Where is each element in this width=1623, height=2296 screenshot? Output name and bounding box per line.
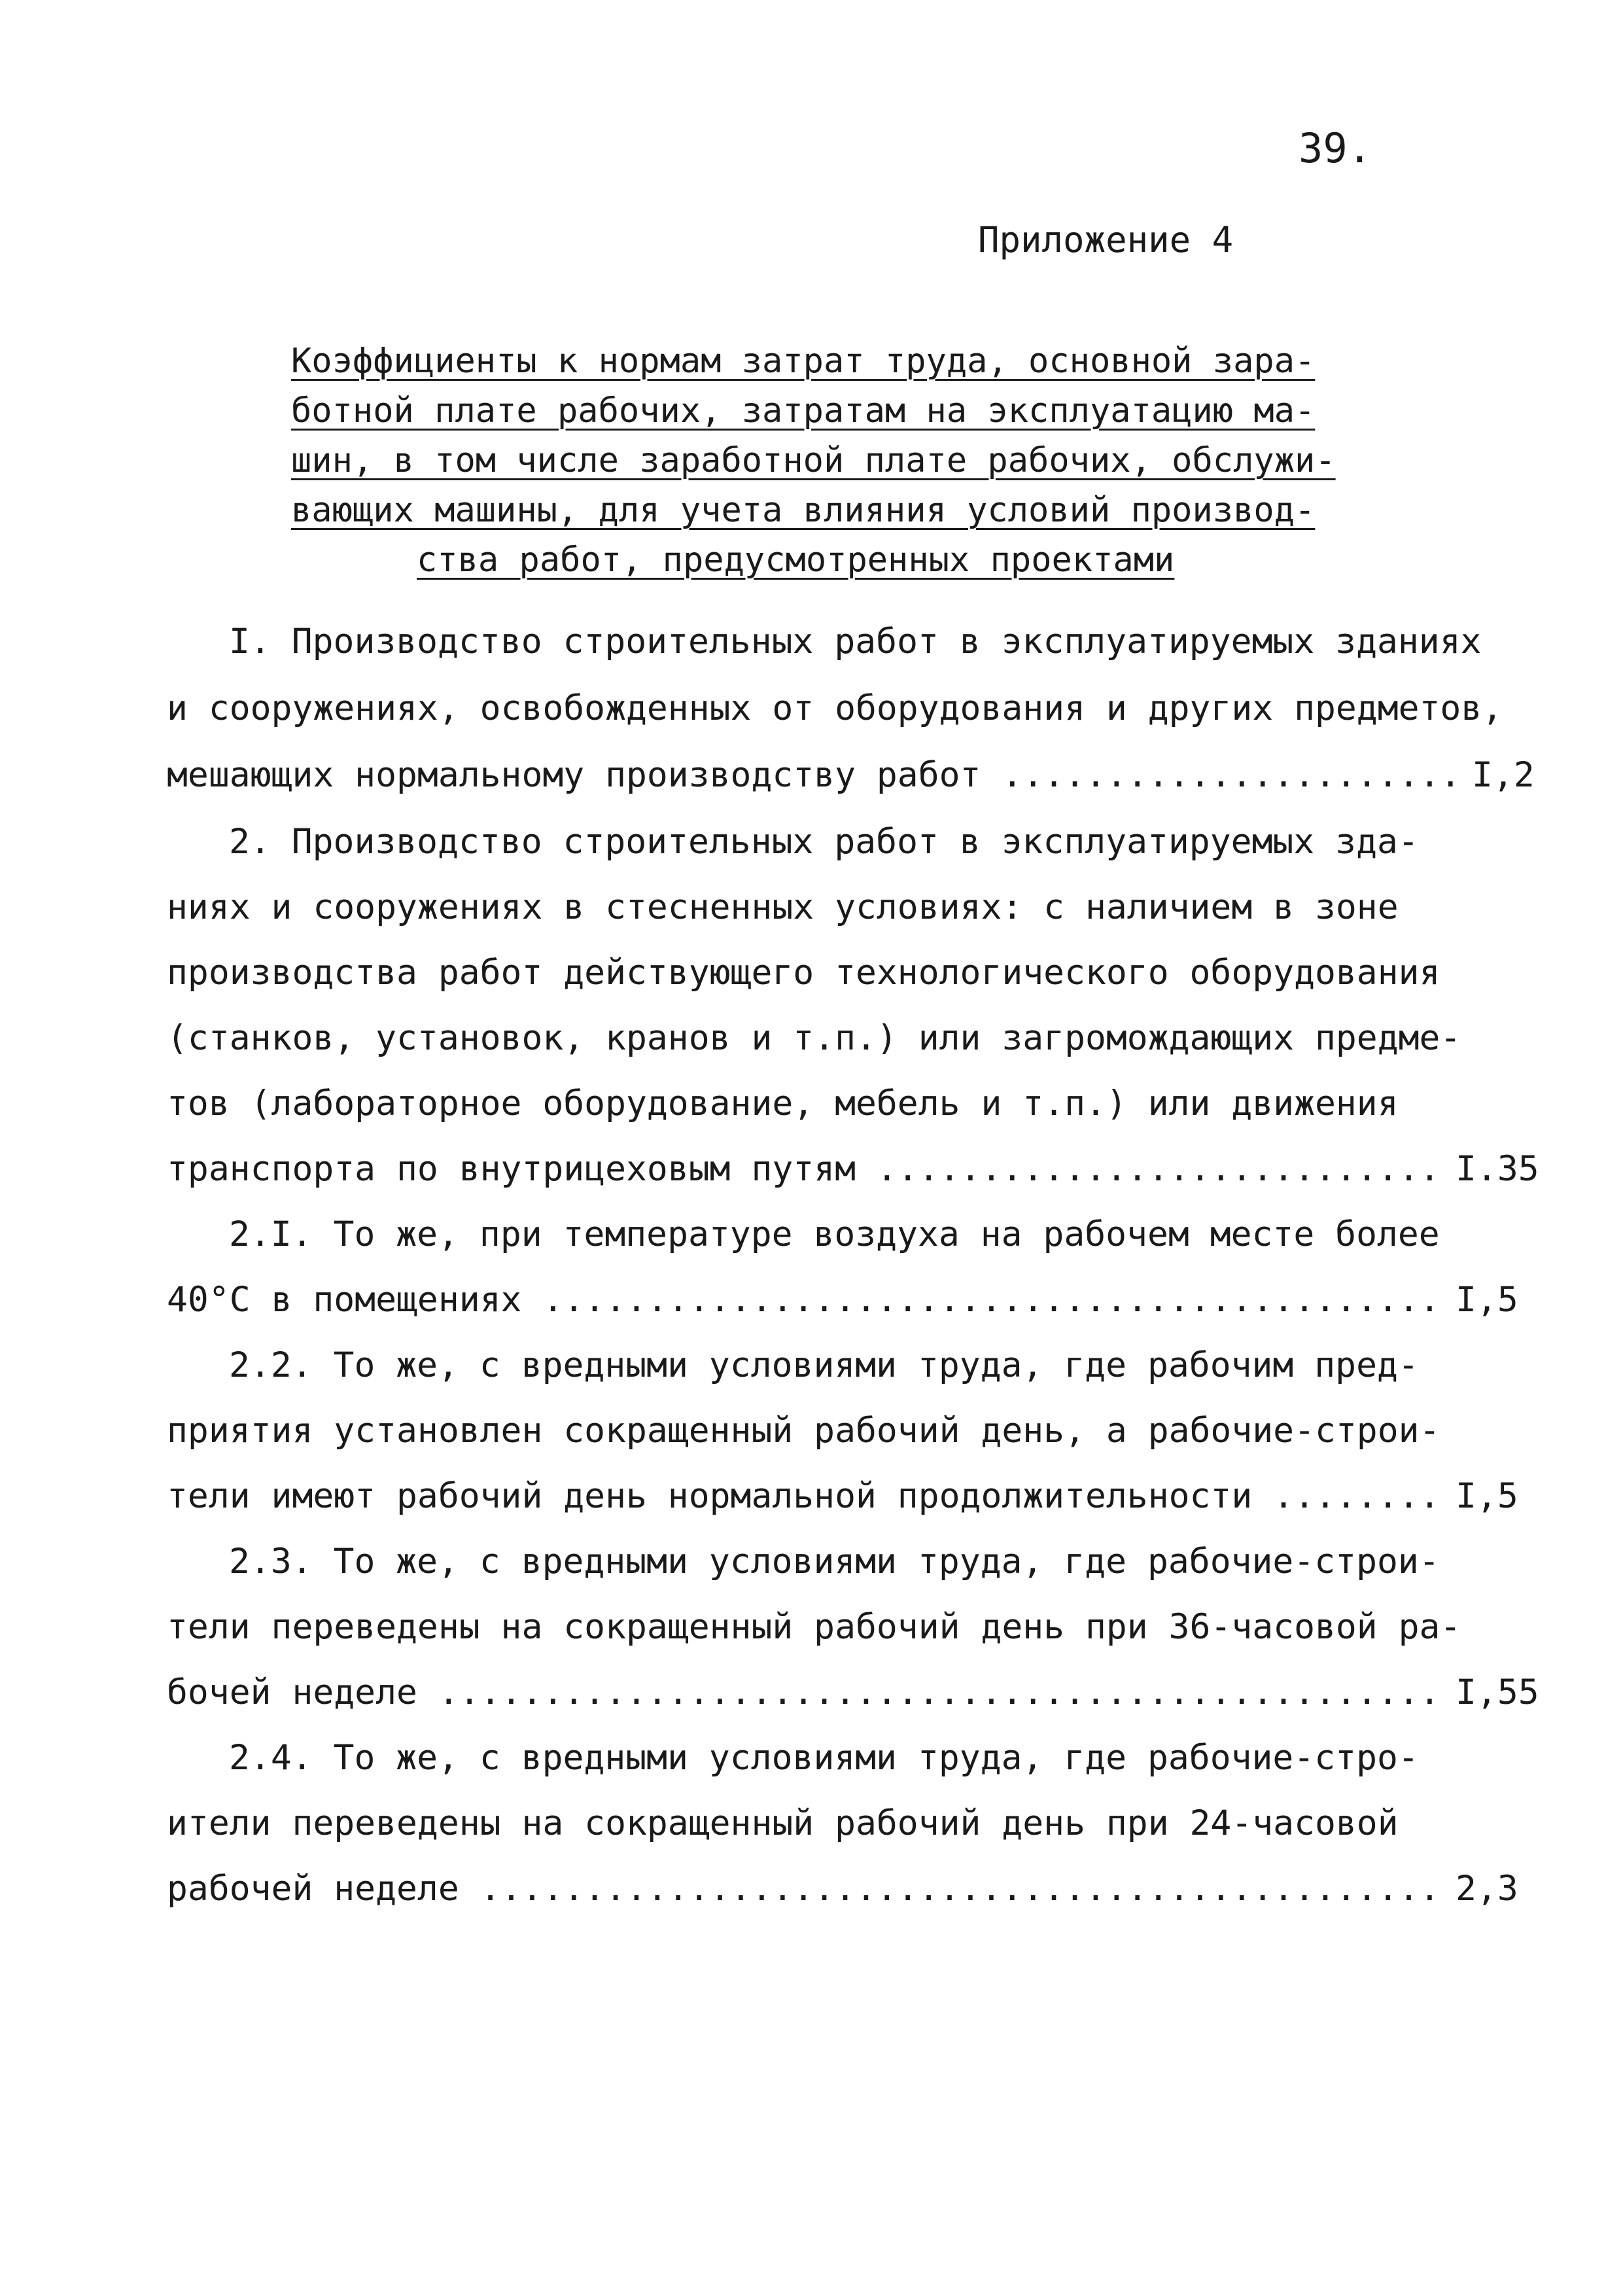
- coefficient-value: I,5: [1456, 1280, 1518, 1320]
- item-line: (станков, установок, кранов и т.п.) или загромождающих предме-: [167, 1018, 1461, 1058]
- title-line: Коэффициенты к нормам затрат труда, основной зара-: [291, 342, 1316, 381]
- item-line: мешающих нормальному производству работ ......................: [167, 755, 1461, 795]
- item-line: транспорта по внутрицеховым путям ...........................: [167, 1149, 1440, 1189]
- item-line: 2.2. То же, с вредными условиями труда, где рабочим пред-: [229, 1345, 1419, 1385]
- title-line: вающих машины, для учета влияния условий производ-: [291, 491, 1316, 530]
- item-line: рабочей неделе ..............................................: [167, 1869, 1440, 1909]
- item-line: 40°С в помещениях ...........................................: [167, 1280, 1440, 1320]
- item-line: производства работ действующего технологического оборудования: [167, 953, 1440, 993]
- item-line: I. Производство строительных работ в эксплуатируемых зданиях: [229, 622, 1482, 662]
- item-line: бочей неделе ................................................: [167, 1672, 1440, 1712]
- item-line: 2. Производство строительных работ в эксплуатируемых зда-: [229, 822, 1419, 862]
- title-line: ства работ, предусмотренных проектами: [417, 540, 1175, 580]
- item-line: приятия установлен сокращенный рабочий день, а рабочие-строи-: [167, 1411, 1440, 1451]
- item-line: тели переведены на сокращенный рабочий день при 36-часовой ра-: [167, 1607, 1461, 1647]
- coefficient-value: I.35: [1456, 1149, 1539, 1189]
- title-line: ботной плате рабочих, затратам на эксплуатацию ма-: [291, 391, 1316, 431]
- coefficient-value: I,55: [1456, 1672, 1539, 1712]
- item-line: ители переведены на сокращенный рабочий день при 24-часовой: [167, 1803, 1399, 1843]
- item-line: тов (лабораторное оборудование, мебель и т.п.) или движения: [167, 1084, 1399, 1123]
- item-line: 2.3. То же, с вредными условиями труда, где рабочие-строи-: [229, 1542, 1440, 1581]
- item-line: и сооружениях, освобожденных от оборудования и других предметов,: [167, 688, 1503, 728]
- coefficient-value: I,5: [1456, 1476, 1518, 1516]
- page-number: 39.: [1299, 124, 1372, 172]
- item-line: ниях и сооружениях в стесненных условиях: с наличием в зоне: [167, 887, 1399, 927]
- coefficient-value: 2,3: [1456, 1869, 1518, 1909]
- coefficient-value: I,2: [1472, 755, 1535, 795]
- title-line: шин, в том числе заработной плате рабочих, обслужи-: [291, 441, 1336, 480]
- appendix-label: Приложение 4: [978, 219, 1234, 260]
- item-line: 2.I. То же, при температуре воздуха на рабочем месте более: [229, 1214, 1440, 1254]
- item-line: тели имеют рабочий день нормальной продолжительности ........: [167, 1476, 1440, 1516]
- item-line: 2.4. То же, с вредными условиями труда, где рабочие-стро-: [229, 1738, 1419, 1778]
